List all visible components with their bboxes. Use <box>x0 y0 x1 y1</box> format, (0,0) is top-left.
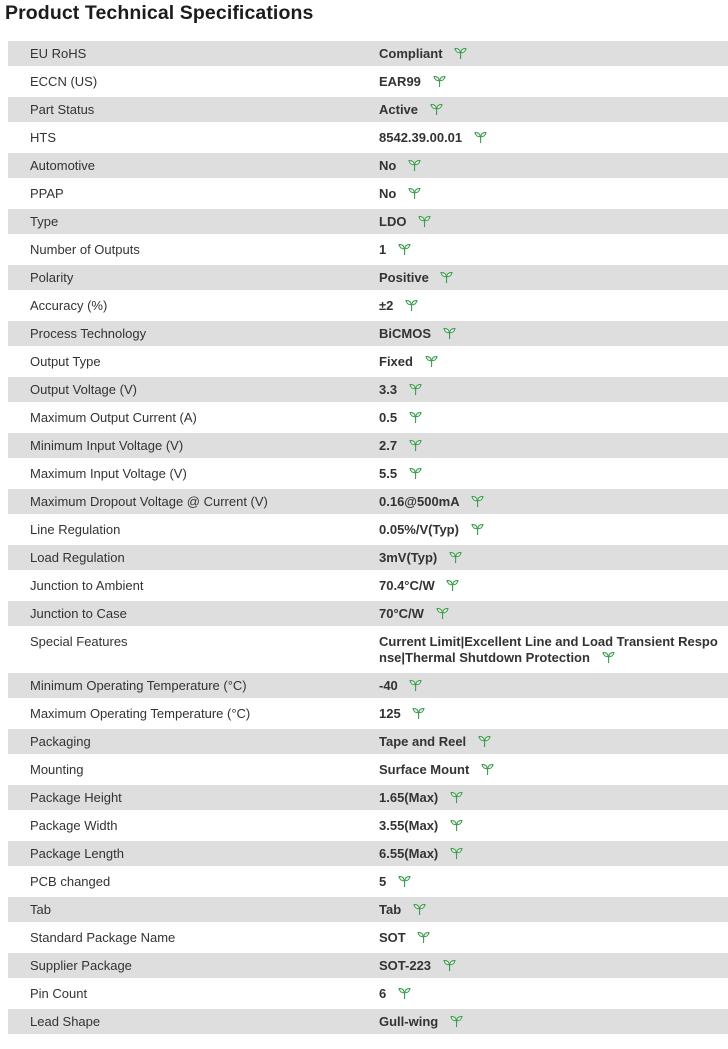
spec-value <box>378 461 728 486</box>
spec-value-text: 70°C/W <box>379 606 424 621</box>
spec-value-text: No <box>379 186 397 201</box>
spec-label: Junction to Ambient <box>8 573 378 598</box>
spec-label: Maximum Input Voltage (V) <box>8 461 378 486</box>
rohs-leaf-sprout-icon <box>408 383 423 396</box>
spec-row-line-regulation <box>8 517 728 542</box>
spec-value <box>378 813 728 838</box>
spec-value-text: 6.55(Max) <box>379 846 439 861</box>
spec-value-text: Tab <box>379 902 402 917</box>
rohs-leaf-sprout-icon <box>424 355 439 368</box>
spec-row-minimum-input-voltage-v <box>8 433 728 458</box>
spec-value-text: 1 <box>379 242 387 257</box>
rohs-leaf-sprout-icon <box>416 931 431 944</box>
spec-value-text: 0.5 <box>379 410 398 425</box>
spec-row-ppap <box>8 181 728 206</box>
spec-value-text: ±2 <box>379 298 394 313</box>
spec-label: Maximum Operating Temperature (°C) <box>8 701 378 726</box>
rohs-leaf-sprout-icon <box>417 215 432 228</box>
rohs-leaf-sprout-icon <box>412 903 427 916</box>
spec-value <box>378 181 728 206</box>
spec-row-pcb-changed <box>8 869 728 894</box>
spec-label: EU RoHS <box>8 41 378 66</box>
spec-row-part-status <box>8 97 728 122</box>
spec-row-standard-package-name <box>8 925 728 950</box>
rohs-leaf-sprout-icon <box>397 243 412 256</box>
spec-row-junction-to-ambient <box>8 573 728 598</box>
spec-value-text: EAR99 <box>379 74 421 89</box>
spec-value <box>378 517 728 542</box>
rohs-leaf-sprout-icon <box>408 679 423 692</box>
spec-label: Lead Shape <box>8 1009 378 1034</box>
spec-value-text: Tape and Reel <box>379 734 467 749</box>
rohs-leaf-sprout-icon <box>407 159 422 172</box>
spec-label: Process Technology <box>8 321 378 346</box>
spec-value-text: SOT-223 <box>379 958 432 973</box>
spec-row-special-features <box>8 629 728 670</box>
spec-value <box>378 629 728 670</box>
spec-label: Accuracy (%) <box>8 293 378 318</box>
rohs-leaf-sprout-icon <box>449 791 464 804</box>
rohs-leaf-sprout-icon <box>408 411 423 424</box>
rohs-leaf-sprout-icon <box>470 523 485 536</box>
rohs-leaf-sprout-icon <box>442 959 457 972</box>
spec-row-package-height <box>8 785 728 810</box>
spec-row-lead-shape <box>8 1009 728 1034</box>
spec-label: Junction to Case <box>8 601 378 626</box>
spec-row-maximum-dropout-voltage-current-v <box>8 489 728 514</box>
spec-value <box>378 433 728 458</box>
spec-value <box>378 981 728 1006</box>
rohs-leaf-sprout-icon <box>442 327 457 340</box>
spec-label: Special Features <box>8 629 378 670</box>
spec-label: Minimum Input Voltage (V) <box>8 433 378 458</box>
spec-value <box>378 237 728 262</box>
spec-value <box>378 153 728 178</box>
spec-label: PCB changed <box>8 869 378 894</box>
spec-label: Tab <box>8 897 378 922</box>
spec-value <box>378 125 728 150</box>
spec-value-text: 5 <box>379 874 387 889</box>
spec-value <box>378 701 728 726</box>
spec-value <box>378 601 728 626</box>
spec-value-text: LDO <box>379 214 407 229</box>
spec-value-text: No <box>379 158 397 173</box>
spec-row-type <box>8 209 728 234</box>
rohs-leaf-sprout-icon <box>453 47 468 60</box>
spec-value <box>378 321 728 346</box>
spec-value <box>378 869 728 894</box>
spec-row-output-voltage-v <box>8 377 728 402</box>
spec-value <box>378 953 728 978</box>
specs-table-body <box>8 41 728 1034</box>
spec-label: Type <box>8 209 378 234</box>
spec-label: Line Regulation <box>8 517 378 542</box>
spec-row-eu-rohs <box>8 41 728 66</box>
spec-value <box>378 1009 728 1034</box>
spec-label: ECCN (US) <box>8 69 378 94</box>
rohs-leaf-sprout-icon <box>439 271 454 284</box>
spec-value-text: 3.55(Max) <box>379 818 439 833</box>
rohs-leaf-sprout-icon <box>429 103 444 116</box>
spec-value-text: 2.7 <box>379 438 398 453</box>
spec-label: Package Length <box>8 841 378 866</box>
spec-label: Number of Outputs <box>8 237 378 262</box>
spec-value <box>378 405 728 430</box>
spec-row-package-width <box>8 813 728 838</box>
spec-value-text: Positive <box>379 270 429 285</box>
rohs-leaf-sprout-icon <box>448 551 463 564</box>
spec-row-hts <box>8 125 728 150</box>
rohs-leaf-sprout-icon <box>397 875 412 888</box>
spec-value-text: 3.3 <box>379 382 398 397</box>
spec-row-junction-to-case <box>8 601 728 626</box>
spec-value-text: Compliant <box>379 46 443 61</box>
spec-value <box>378 349 728 374</box>
spec-label: HTS <box>8 125 378 150</box>
spec-label: Polarity <box>8 265 378 290</box>
spec-value-text: Current Limit|Excellent Line and Load Transient Response|Thermal Shutdown Protection <box>379 634 718 665</box>
spec-row-accuracy <box>8 293 728 318</box>
spec-row-minimum-operating-temperature-c <box>8 673 728 698</box>
rohs-leaf-sprout-icon <box>477 735 492 748</box>
rohs-leaf-sprout-icon <box>449 847 464 860</box>
spec-row-polarity <box>8 265 728 290</box>
spec-row-package-length <box>8 841 728 866</box>
rohs-leaf-sprout-icon <box>445 579 460 592</box>
rohs-leaf-sprout-icon <box>407 187 422 200</box>
spec-label: Part Status <box>8 97 378 122</box>
spec-value-text: BiCMOS <box>379 326 431 341</box>
spec-row-automotive <box>8 153 728 178</box>
spec-value <box>378 925 728 950</box>
spec-value-text: 8542.39.00.01 <box>379 130 463 145</box>
spec-value-text: Active <box>379 102 419 117</box>
spec-value-text: Fixed <box>379 354 413 369</box>
spec-row-output-type <box>8 349 728 374</box>
spec-value-text: 0.16@500mA <box>379 494 460 509</box>
spec-value <box>378 41 728 66</box>
spec-label: Package Height <box>8 785 378 810</box>
spec-value <box>378 785 728 810</box>
spec-value <box>378 757 728 782</box>
spec-value <box>378 545 728 570</box>
spec-row-pin-count <box>8 981 728 1006</box>
spec-value <box>378 209 728 234</box>
spec-row-packaging <box>8 729 728 754</box>
spec-value <box>378 729 728 754</box>
spec-label: Minimum Operating Temperature (°C) <box>8 673 378 698</box>
spec-value <box>378 97 728 122</box>
spec-value-text: 125 <box>379 706 401 721</box>
spec-label: Mounting <box>8 757 378 782</box>
spec-value <box>378 489 728 514</box>
rohs-leaf-sprout-icon <box>473 131 488 144</box>
spec-row-number-of-outputs <box>8 237 728 262</box>
spec-value-text: 3mV(Typ) <box>379 550 438 565</box>
spec-value <box>378 673 728 698</box>
spec-value-text: 70.4°C/W <box>379 578 435 593</box>
spec-value-text: 0.05%/V(Typ) <box>379 522 459 537</box>
spec-row-maximum-operating-temperature-c <box>8 701 728 726</box>
spec-label: Output Voltage (V) <box>8 377 378 402</box>
spec-label: Maximum Dropout Voltage @ Current (V) <box>8 489 378 514</box>
rohs-leaf-sprout-icon <box>449 1015 464 1028</box>
spec-label: Package Width <box>8 813 378 838</box>
spec-value <box>378 69 728 94</box>
spec-label: Standard Package Name <box>8 925 378 950</box>
spec-value-text: -40 <box>379 678 398 693</box>
rohs-leaf-sprout-icon <box>397 987 412 1000</box>
page-title: Product Technical Specifications <box>5 2 314 24</box>
spec-label: Maximum Output Current (A) <box>8 405 378 430</box>
specs-table <box>8 38 728 1037</box>
spec-label: Automotive <box>8 153 378 178</box>
spec-value-text: Surface Mount <box>379 762 470 777</box>
spec-row-eccn-us <box>8 69 728 94</box>
spec-label: Pin Count <box>8 981 378 1006</box>
spec-row-maximum-input-voltage-v <box>8 461 728 486</box>
rohs-leaf-sprout-icon <box>408 439 423 452</box>
spec-row-mounting <box>8 757 728 782</box>
rohs-leaf-sprout-icon <box>449 819 464 832</box>
rohs-leaf-sprout-icon <box>435 607 450 620</box>
rohs-leaf-sprout-icon <box>411 707 426 720</box>
rohs-leaf-sprout-icon <box>432 75 447 88</box>
rohs-leaf-sprout-icon <box>601 651 616 664</box>
spec-label: Packaging <box>8 729 378 754</box>
spec-value-text: 5.5 <box>379 466 398 481</box>
rohs-leaf-sprout-icon <box>480 763 495 776</box>
spec-value <box>378 897 728 922</box>
spec-label: Load Regulation <box>8 545 378 570</box>
rohs-leaf-sprout-icon <box>404 299 419 312</box>
spec-value <box>378 265 728 290</box>
spec-row-supplier-package <box>8 953 728 978</box>
spec-row-process-technology <box>8 321 728 346</box>
spec-value-text: 1.65(Max) <box>379 790 439 805</box>
spec-value-text: SOT <box>379 930 406 945</box>
spec-value <box>378 573 728 598</box>
rohs-leaf-sprout-icon <box>470 495 485 508</box>
spec-row-load-regulation <box>8 545 728 570</box>
spec-value <box>378 841 728 866</box>
spec-row-maximum-output-current-a <box>8 405 728 430</box>
spec-label: Output Type <box>8 349 378 374</box>
spec-value <box>378 377 728 402</box>
spec-value-text: Gull-wing <box>379 1014 439 1029</box>
spec-value <box>378 293 728 318</box>
spec-value-text: 6 <box>379 986 387 1001</box>
spec-row-tab <box>8 897 728 922</box>
rohs-leaf-sprout-icon <box>408 467 423 480</box>
spec-label: Supplier Package <box>8 953 378 978</box>
spec-label: PPAP <box>8 181 378 206</box>
